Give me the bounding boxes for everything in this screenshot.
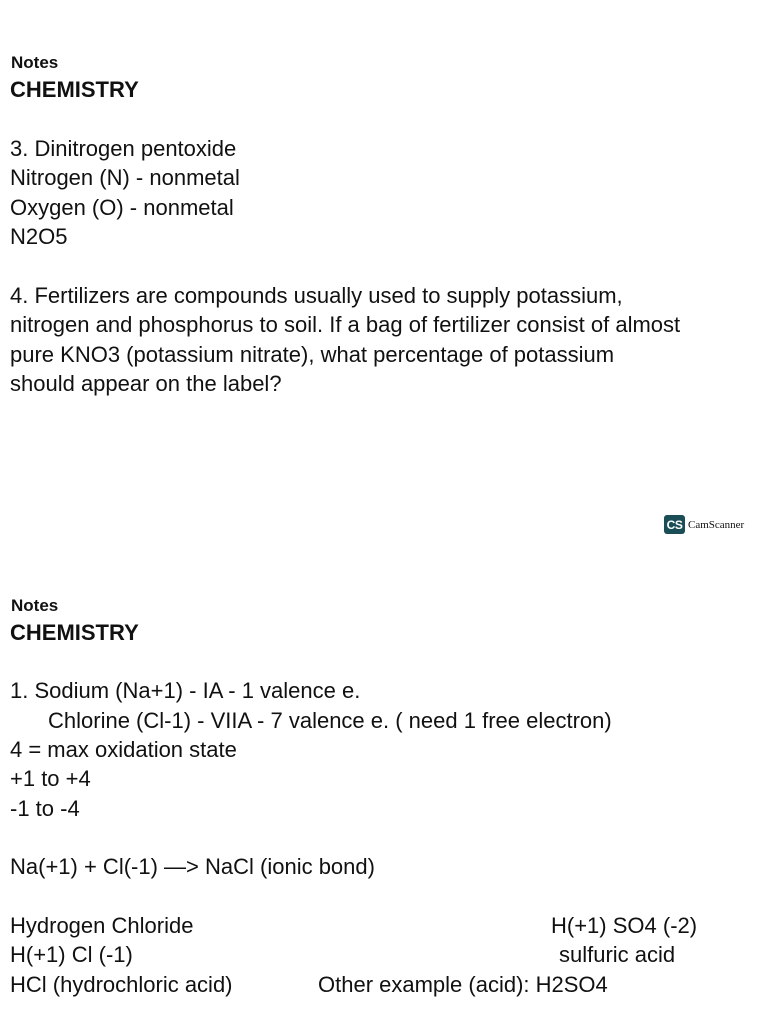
text-line: N2O5 [10,224,68,249]
text-line: 4 = max oxidation state [10,737,237,762]
acid-example: Other example (acid): H2SO4 [318,972,608,997]
text-line: HCl (hydrochloric acid) [10,972,233,997]
camscanner-logo-icon: CS [664,515,685,534]
text-line: pure KNO3 (potassium nitrate), what percentage of potassium [10,342,615,367]
text-line: Chlorine (Cl-1) - VIIA - 7 valence e. ( need 1 free electron) [48,708,612,733]
text-line: Nitrogen (N) - nonmetal [10,165,240,190]
notes-label: Notes [11,596,59,615]
text-line: should appear on the label? [10,371,282,396]
text-line: 4. Fertilizers are compounds usually used to supply potassium, [10,283,623,308]
subject-title: CHEMISTRY [10,77,139,102]
sulfuric-acid-label: sulfuric acid [559,942,676,967]
sulfate-ions: H(+1) SO4 (-2) [551,913,698,938]
text-line: nitrogen and phosphorus to soil. If a bag of fertilizer consist of almost [10,312,681,337]
text-line: 1. Sodium (Na+1) - IA - 1 valence e. [10,678,361,703]
camscanner-watermark [664,515,744,534]
text-line: -1 to -4 [10,796,80,821]
text-line: Hydrogen Chloride [10,913,194,938]
camscanner-brand: CamScanner [688,518,745,531]
notes-label: Notes [11,53,59,72]
subject-title: CHEMISTRY [10,620,139,645]
text-line: Na(+1) + Cl(-1) —> NaCl (ionic bond) [10,854,375,879]
text-line: 3. Dinitrogen pentoxide [10,136,237,161]
text-line: Oxygen (O) - nonmetal [10,195,234,220]
text-line: H(+1) Cl (-1) [10,942,133,967]
text-line: +1 to +4 [10,766,91,791]
